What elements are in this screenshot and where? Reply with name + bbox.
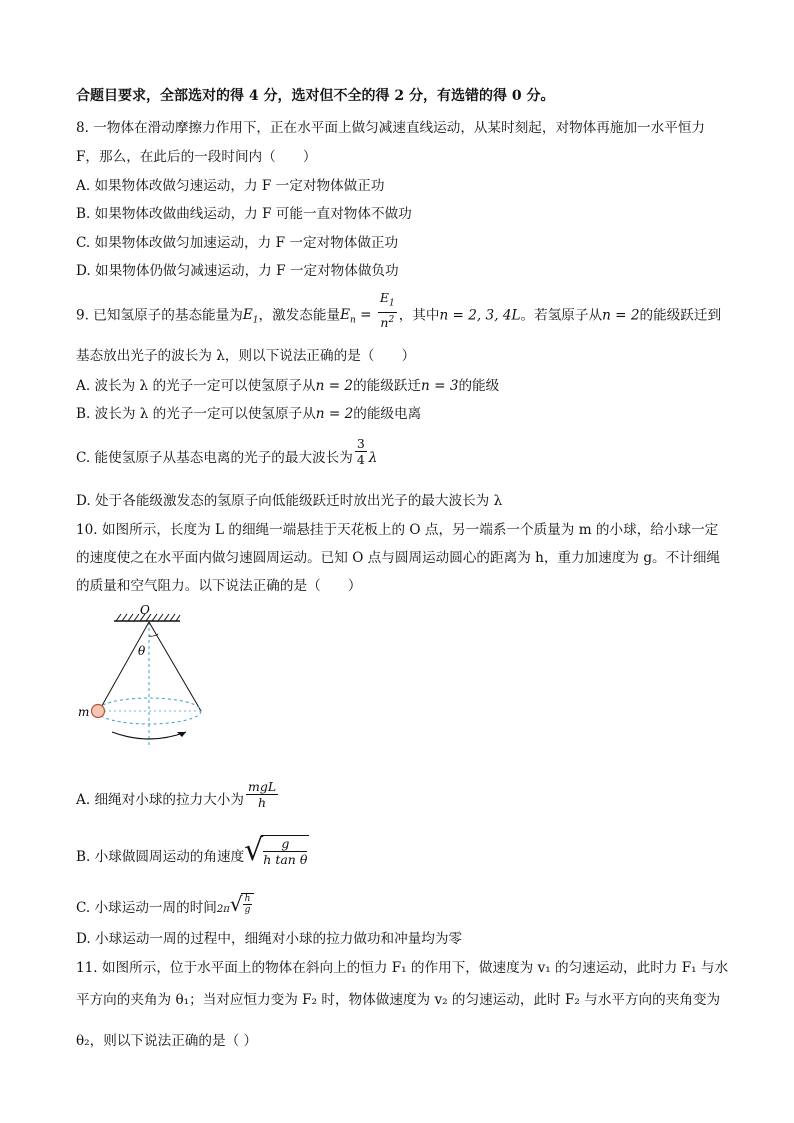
q9-optb-n2: n = 2 [315,406,354,422]
q10-option-b [76,832,728,868]
q9-stem-line1 [76,290,728,331]
q9-n-values: n = 2, 3, 4L [439,307,521,324]
q9-opta-n2: n = 2 [315,378,354,394]
section-instruction: 合题目要求，全部选对的得 4 分，选对但不全的得 2 分，有选错的得 0 分。 [76,88,555,104]
q8-option-d: D. 如果物体仍做匀减速运动，力 F 一定对物体做负功 [76,263,399,279]
q10-optc-sqrt: √ $\frac{h}{g}$ [230,889,255,919]
q10-opta-text: A. 细绳对小球的拉力大小为 [76,792,244,808]
q10-optc-2pi: 2π [216,904,230,915]
q9-opta-n3: n = 3 [421,378,459,394]
q10-stem-line1: 10. 如图所示，长度为 L 的细绳一端悬挂于天花板上的 O 点，另一端系一个质量为 m 的小球，给小球一定 [76,522,719,538]
conical-pendulum-figure [74,600,214,750]
q9-optb-text-2: 的能级电离 [353,406,422,422]
q8-stem-line1: 8. 一物体在滑动摩擦力作用下，正在水平面上做匀减速直线运动，从某时刻起，对物体再施加一水平恒力 [76,120,706,136]
ball [92,705,105,718]
q9-en-fraction: $\frac{E_1}{n^2}$ [379,290,395,330]
q9-text-5: 的能级跃迁到 [639,307,722,324]
string-left [99,622,149,711]
q9-optc-lambda: λ [368,450,378,466]
q9-stem-line2: 基态放出光子的波长为 λ，则以下说法正确的是（ ） [76,348,416,364]
q9-option-b [76,404,728,424]
q9-option-a [76,376,728,396]
q8-option-b: B. 如果物体改做曲线运动，力 F 可能一直对物体不做功 [76,206,412,222]
label-o: O [140,603,150,617]
q9-option-d: D. 处于各能级激发态的氢原子向低能级跃迁时放出光子的最大波长为 λ [76,493,503,509]
q10-option-a [76,779,728,810]
label-m: m [78,705,90,719]
q9-optc-text: C. 能使氢原子从基态电离的光子的最大波长为 [76,450,353,466]
q10-optc-text: C. 小球运动一周的时间 [76,900,217,916]
q9-text-3: ，其中 [398,307,440,324]
q9-opta-text-3: 的能级 [458,378,500,394]
q9-text-2: ，激发态能量 [258,307,341,324]
q11-stem-line3: θ₂，则以下说法正确的是（ ） [76,1033,258,1049]
q10-option-d: D. 小球运动一周的过程中，细绳对小球的拉力做功和冲量均为零 [76,931,463,947]
q10-optb-sqrt: √ $\frac{g}{\text{h tan θ}}$ [244,832,308,868]
q9-opta-text-1: A. 波长为 λ 的光子一定可以使氢原子从 [76,378,316,394]
q11-stem-line2: 平方向的夹角为 θ₁；当对应恒力变为 F₂ 时，物体做速度为 v₂ 的匀速运动，此时 F₂ 与水平方向的夹角变为 [76,992,721,1008]
q10-stem-line2: 的速度使之在水平面内做匀速圆周运动。已知 O 点与圆周运动圆心的距离为 h，重力加速度为 g。不计细绳 [76,550,721,566]
q10-opta-fraction: $\frac{\text{mgL}}{h}$ [248,779,277,810]
q10-option-c [76,891,728,920]
q9-optb-text-1: B. 波长为 λ 的光子一定可以使氢原子从 [76,406,316,422]
q9-e1: $E_1$ [242,307,259,327]
q8-stem-line2: F，那么，在此后的一段时间内（ ） [76,149,317,165]
q8-option-a: A. 如果物体改做匀速运动，力 F 一定对物体做正功 [76,178,385,194]
q9-text-1: 9. 已知氢原子的基态能量为 [76,307,243,324]
q10-optb-text: B. 小球做圆周运动的角速度 [76,849,245,865]
q8-option-c: C. 如果物体改做匀加速运动，力 F 一定对物体做正功 [76,235,399,251]
q9-option-c [76,436,728,468]
q9-en: $E_n$ = [340,307,376,327]
q10-stem-line3: 的质量和空气阻力。以下说法正确的是（ ） [76,578,362,594]
q9-n-eq2: n = 2 [602,307,640,324]
q11-stem-line1: 11. 如图所示，位于水平面上的物体在斜向上的恒力 F₁ 的作用下，做速度为 v₁ 的匀速运动，此时力 F₁ 与水 [76,960,729,976]
q9-optc-fraction: $\frac{3}{4}$ [356,436,365,467]
q9-opta-text-2: 的能级跃迁 [353,378,422,394]
q9-text-4: 。若氢原子从 [520,307,603,324]
label-theta: θ [138,644,146,658]
